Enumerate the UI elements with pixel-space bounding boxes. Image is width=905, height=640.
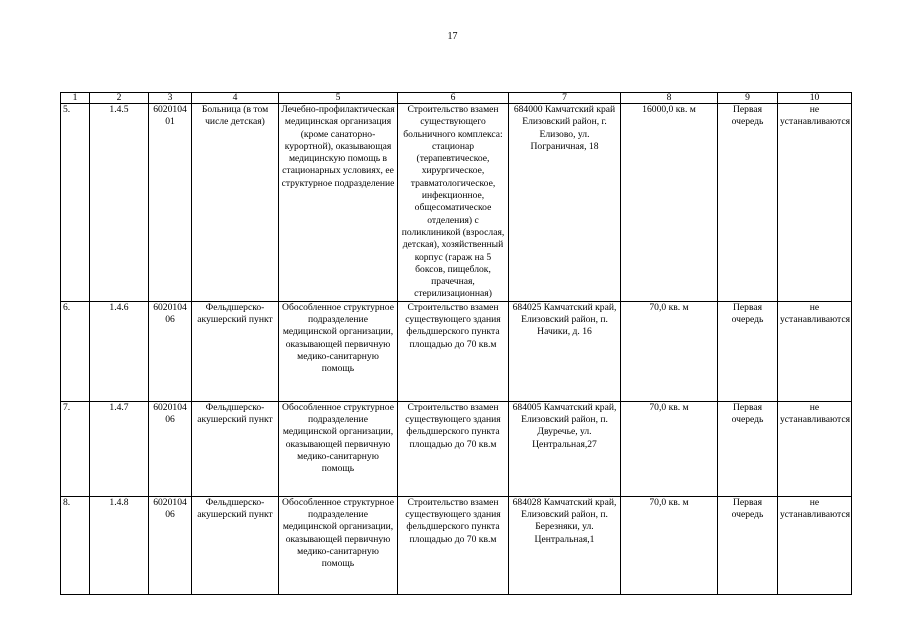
implementation-queue: Первая очередь	[718, 301, 778, 401]
column-header: 2	[90, 93, 149, 104]
object-description: Строительство взамен существующего здания фельдшерского пункта площадью до 70 кв.м	[398, 301, 509, 401]
object-code: 1.4.8	[90, 496, 149, 594]
implementation-queue: Первая очередь	[718, 496, 778, 594]
object-type: Фельдшерско-акушерский пункт	[192, 496, 279, 594]
object-description: Строительство взамен существующего здания фельдшерского пункта площадью до 70 кв.м	[398, 496, 509, 594]
column-header: 8	[621, 93, 718, 104]
table-row	[61, 104, 852, 302]
object-area: 70,0 кв. м	[621, 401, 718, 496]
zone-limits: не устанавливаются	[778, 401, 852, 496]
column-header: 5	[279, 93, 398, 104]
object-code: 1.4.5	[90, 104, 149, 302]
object-type: Фельдшерско-акушерский пункт	[192, 401, 279, 496]
object-code: 1.4.6	[90, 301, 149, 401]
zone-limits: не устанавливаются	[778, 301, 852, 401]
object-purpose: Обособленное структурное подразделение медицинской организации, оказывающей первичную медико-санитарную помощь	[279, 496, 398, 594]
object-description: Строительство взамен существующего здания фельдшерского пункта площадью до 70 кв.м	[398, 401, 509, 496]
object-type: Фельдшерско-акушерский пункт	[192, 301, 279, 401]
okof-code: 6020104 06	[149, 496, 192, 594]
object-address: 684028 Камчатский край, Елизовский район, п. Березняки, ул. Центральная,1	[509, 496, 621, 594]
implementation-queue: Первая очередь	[718, 401, 778, 496]
object-type: Больница (в том числе детская)	[192, 104, 279, 302]
object-address: 684025 Камчатский край, Елизовский район, п. Начики, д. 16	[509, 301, 621, 401]
column-header: 3	[149, 93, 192, 104]
object-code: 1.4.7	[90, 401, 149, 496]
table-row	[61, 301, 852, 401]
implementation-queue: Первая очередь	[718, 104, 778, 302]
column-header: 10	[778, 93, 852, 104]
okof-code: 6020104 01	[149, 104, 192, 302]
row-number: 6.	[61, 301, 90, 401]
object-purpose: Лечебно-профилактическая медицинская организация (кроме санаторно-курортной), оказывающая медицинскую помощь в стационарных условиях, ее структурное подразделение	[279, 104, 398, 302]
okof-code: 6020104 06	[149, 401, 192, 496]
table-row	[61, 401, 852, 496]
object-description: Строительство взамен существующего больничного комплекса: стационар (терапевтическое, хирургическое, травматологическое, инфекционное, общесоматическое отделения) с поликлиникой (взрослая, детская), хозяйственный корпус (гараж на 5 боксов, пищеблок, прачечная, стерилизационная)	[398, 104, 509, 302]
object-area: 70,0 кв. м	[621, 496, 718, 594]
column-header: 4	[192, 93, 279, 104]
table-row	[61, 496, 852, 594]
object-address: 684000 Камчатский край Елизовский район, г. Елизово, ул. Пограничная, 18	[509, 104, 621, 302]
header-row	[61, 93, 852, 104]
zone-limits: не устанавливаются	[778, 496, 852, 594]
object-address: 684005 Камчатский край, Елизовский район, п. Двуречье, ул. Центральная,27	[509, 401, 621, 496]
row-number: 7.	[61, 401, 90, 496]
zone-limits: не устанавливаются	[778, 104, 852, 302]
row-number: 5.	[61, 104, 90, 302]
object-purpose: Обособленное структурное подразделение медицинской организации, оказывающей первичную медико-санитарную помощь	[279, 301, 398, 401]
column-header: 6	[398, 93, 509, 104]
column-header: 1	[61, 93, 90, 104]
page-number: 17	[447, 31, 458, 42]
column-header: 7	[509, 93, 621, 104]
object-area: 70,0 кв. м	[621, 301, 718, 401]
objects-table	[60, 92, 852, 595]
column-header: 9	[718, 93, 778, 104]
object-area: 16000,0 кв. м	[621, 104, 718, 302]
object-purpose: Обособленное структурное подразделение медицинской организации, оказывающей первичную медико-санитарную помощь	[279, 401, 398, 496]
okof-code: 6020104 06	[149, 301, 192, 401]
row-number: 8.	[61, 496, 90, 594]
